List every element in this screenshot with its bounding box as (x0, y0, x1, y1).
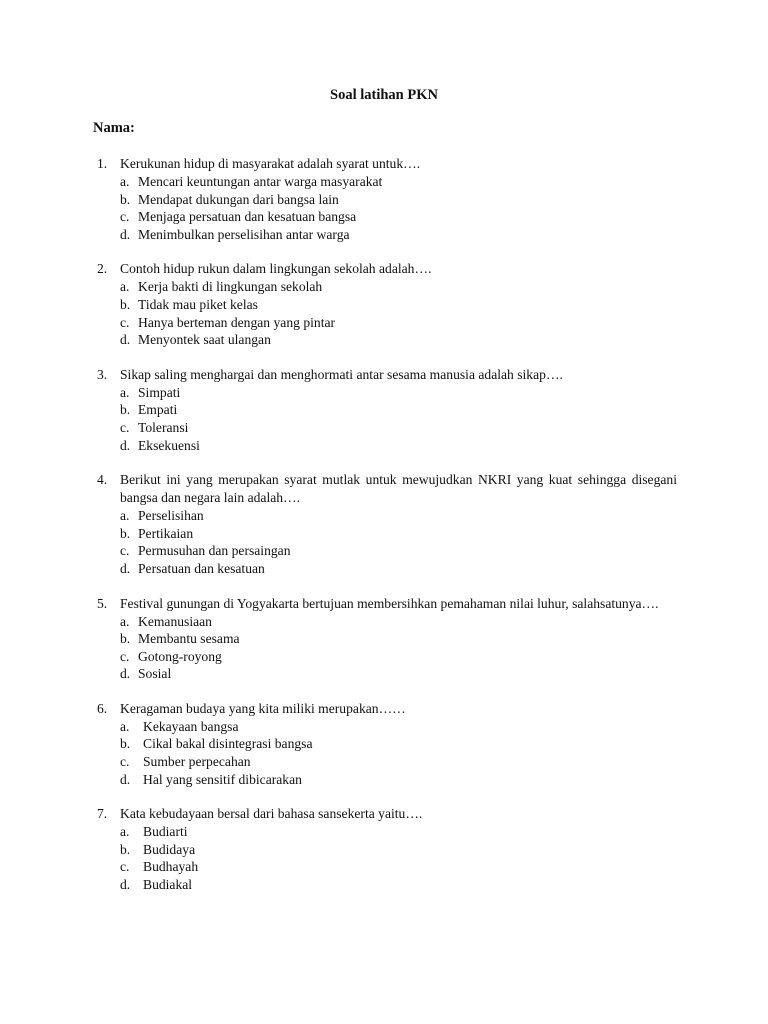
option-a (120, 823, 677, 841)
option-d (120, 665, 677, 683)
option-text: Mencari keuntungan antar warga masyarakat (138, 174, 383, 189)
question-text: Kata kebudayaan bersal dari bahasa sansekerta yaitu…. (120, 806, 423, 822)
option-a (120, 718, 677, 736)
option-list (120, 507, 677, 577)
option-letter: c. (120, 859, 130, 875)
option-d (120, 226, 677, 244)
option-c (120, 419, 677, 437)
option-letter: c. (120, 648, 130, 664)
option-text: Menyontek saat ulangan (138, 332, 271, 348)
question-1 (97, 155, 677, 243)
question-stem (97, 155, 677, 173)
option-d (120, 331, 677, 349)
question-3 (97, 366, 677, 454)
question-number: 3. (97, 366, 108, 382)
option-letter: d. (120, 332, 131, 348)
option-letter: a. (120, 174, 130, 189)
question-stem (97, 595, 677, 613)
option-text: Sosial (138, 666, 172, 682)
page-title: Soal latihan PKN (330, 87, 438, 103)
option-b (120, 191, 677, 209)
option-a (120, 507, 677, 525)
option-text: Budiarti (143, 824, 188, 840)
option-letter: c. (120, 543, 130, 559)
option-letter: a. (120, 384, 130, 400)
option-text: Simpati (138, 384, 181, 400)
option-b (120, 525, 677, 543)
option-letter: a. (120, 613, 130, 629)
option-text: Eksekuensi (138, 437, 200, 453)
option-b (120, 735, 677, 753)
option-text: Menimbulkan perselisihan antar warga (138, 226, 350, 242)
option-text: Hanya berteman dengan yang pintar (138, 314, 336, 330)
question-number: 7. (97, 806, 108, 822)
option-d (120, 560, 677, 578)
option-letter: a. (120, 824, 130, 840)
option-text: Kemanusiaan (138, 613, 212, 629)
option-letter: b. (120, 191, 131, 207)
option-list (120, 278, 677, 348)
question-number: 1. (97, 156, 108, 171)
option-c (120, 753, 677, 771)
option-text: Toleransi (138, 419, 189, 435)
option-text: Tidak mau piket kelas (138, 296, 258, 312)
question-list (97, 155, 677, 911)
option-c (120, 208, 677, 226)
option-text: Perselisihan (138, 508, 204, 524)
option-list (120, 384, 677, 454)
question-stem (97, 366, 677, 384)
option-c (120, 542, 677, 560)
option-text: Budiakal (143, 877, 193, 893)
name-label: Nama: (93, 120, 135, 136)
option-text: Membantu sesama (138, 631, 240, 647)
option-text: Sumber perpecahan (143, 754, 251, 770)
option-text: Cikal bakal disintegrasi bangsa (143, 736, 313, 752)
option-letter: b. (120, 736, 131, 752)
option-text: Menjaga persatuan dan kesatuan bangsa (138, 209, 357, 225)
question-number: 6. (97, 700, 108, 716)
option-list (120, 823, 677, 893)
question-7 (97, 805, 677, 893)
option-text: Empati (138, 402, 178, 418)
option-letter: d. (120, 226, 131, 242)
option-letter: d. (120, 877, 131, 893)
option-b (120, 630, 677, 648)
question-number: 2. (97, 261, 108, 277)
option-d (120, 876, 677, 894)
question-stem (97, 260, 677, 278)
option-letter: b. (120, 631, 131, 647)
option-text: Budhayah (143, 859, 199, 875)
option-letter: b. (120, 841, 131, 857)
question-2 (97, 260, 677, 348)
option-text: Budidaya (143, 841, 196, 857)
option-letter: c. (120, 314, 130, 330)
option-c (120, 314, 677, 332)
option-list (120, 718, 677, 788)
question-stem (97, 471, 677, 507)
option-letter: c. (120, 209, 130, 225)
option-letter: b. (120, 402, 131, 418)
option-text: Kerja bakti di lingkungan sekolah (138, 279, 323, 295)
option-b (120, 401, 677, 419)
option-letter: d. (120, 666, 131, 682)
option-d (120, 437, 677, 455)
option-letter: c. (120, 419, 130, 435)
option-letter: d. (120, 437, 131, 453)
option-letter: a. (120, 279, 130, 295)
question-text: Sikap saling menghargai dan menghormati antar sesama manusia adalah sikap…. (120, 366, 563, 382)
question-text: Festival gunungan di Yogyakarta bertujuan membersihkan pemahaman nilai luhur, salahsatunya…. (120, 595, 659, 611)
question-number: 4. (97, 472, 108, 488)
option-a (120, 173, 677, 191)
option-b (120, 296, 677, 314)
option-letter: b. (120, 525, 131, 541)
option-a (120, 613, 677, 631)
option-text: Pertikaian (138, 525, 194, 541)
question-text: Berikut ini yang merupakan syarat mutlak untuk mewujudkan NKRI yang kuat sehingga disegani bangsa dan negara lain adalah…. (120, 472, 677, 506)
option-letter: a. (120, 508, 130, 524)
option-text: Hal yang sensitif dibicarakan (143, 771, 302, 787)
option-text: Mendapat dukungan dari bangsa lain (138, 191, 339, 207)
option-text: Kekayaan bangsa (143, 718, 239, 734)
option-c (120, 858, 677, 876)
option-letter: a. (120, 718, 130, 734)
option-text: Persatuan dan kesatuan (138, 560, 265, 576)
option-text: Gotong-royong (138, 648, 222, 664)
question-text: Keragaman budaya yang kita miliki merupakan…… (120, 700, 406, 716)
option-list (120, 173, 677, 243)
option-a (120, 384, 677, 402)
question-6 (97, 700, 677, 788)
option-letter: d. (120, 771, 131, 787)
option-c (120, 648, 677, 666)
question-stem (97, 805, 677, 823)
option-b (120, 841, 677, 859)
option-list (120, 613, 677, 683)
option-d (120, 771, 677, 789)
option-a (120, 278, 677, 296)
question-number: 5. (97, 595, 108, 611)
option-text: Permusuhan dan persaingan (138, 543, 291, 559)
question-4 (97, 471, 677, 577)
question-text: Kerukunan hidup di masyarakat adalah syarat untuk…. (120, 156, 421, 171)
question-5 (97, 595, 677, 683)
option-letter: d. (120, 560, 131, 576)
option-letter: c. (120, 754, 130, 770)
question-text: Contoh hidup rukun dalam lingkungan sekolah adalah…. (120, 261, 432, 277)
question-stem (97, 700, 677, 718)
option-letter: b. (120, 296, 131, 312)
